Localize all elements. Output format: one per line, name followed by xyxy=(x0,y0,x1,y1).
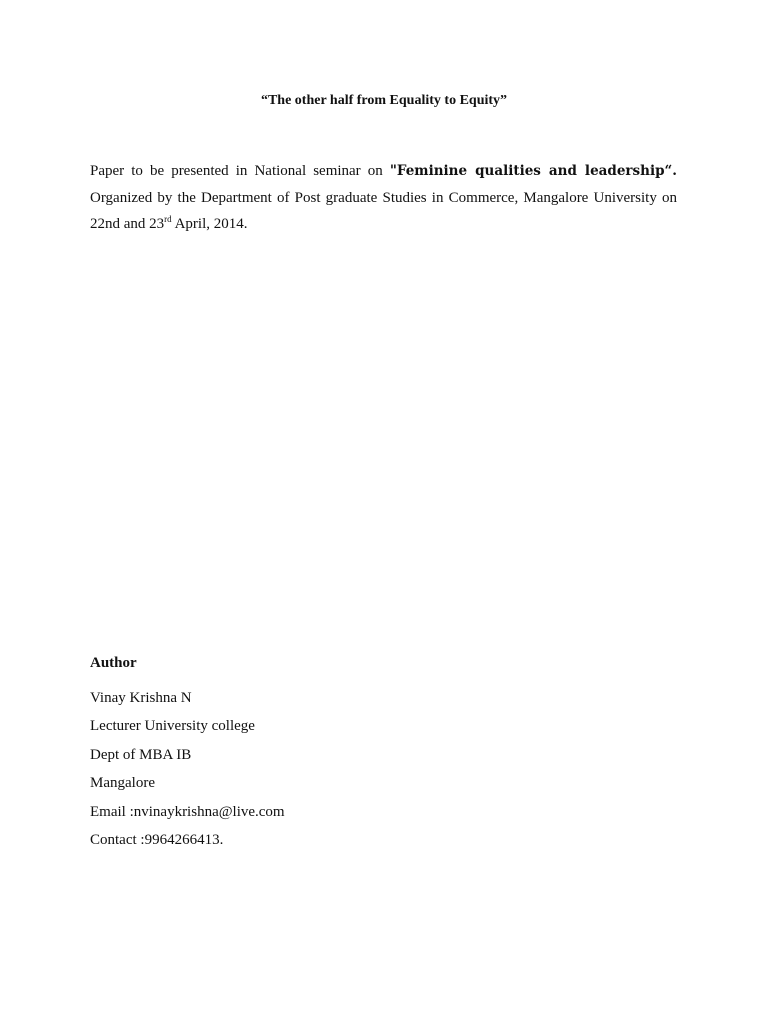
author-email: Email :nvinaykrishna@live.com xyxy=(90,803,285,820)
intro-prefix: Paper to be presented in National seminar on xyxy=(90,163,390,179)
author-name: Vinay Krishna N xyxy=(90,690,192,706)
intro-middle: Organized by the Department of Post graduate Studies in Commerce, Mangalore University on 22nd and 23 xyxy=(90,189,677,232)
date-superscript: rd xyxy=(164,214,172,224)
author-department: Dept of MBA IB xyxy=(90,746,192,763)
seminar-name: "Feminine qualities and leadership“. xyxy=(389,163,677,179)
author-position: Lecturer University college xyxy=(90,718,255,735)
author-contact: Contact :9964266413. xyxy=(90,831,224,848)
author-heading: Author xyxy=(90,655,137,671)
intro-date-suffix: April, 2014. xyxy=(171,216,248,232)
document-title: “The other half from Equality to Equity” xyxy=(260,93,508,108)
intro-paragraph xyxy=(90,158,677,238)
author-details xyxy=(90,688,285,858)
author-city: Mangalore xyxy=(90,775,155,792)
